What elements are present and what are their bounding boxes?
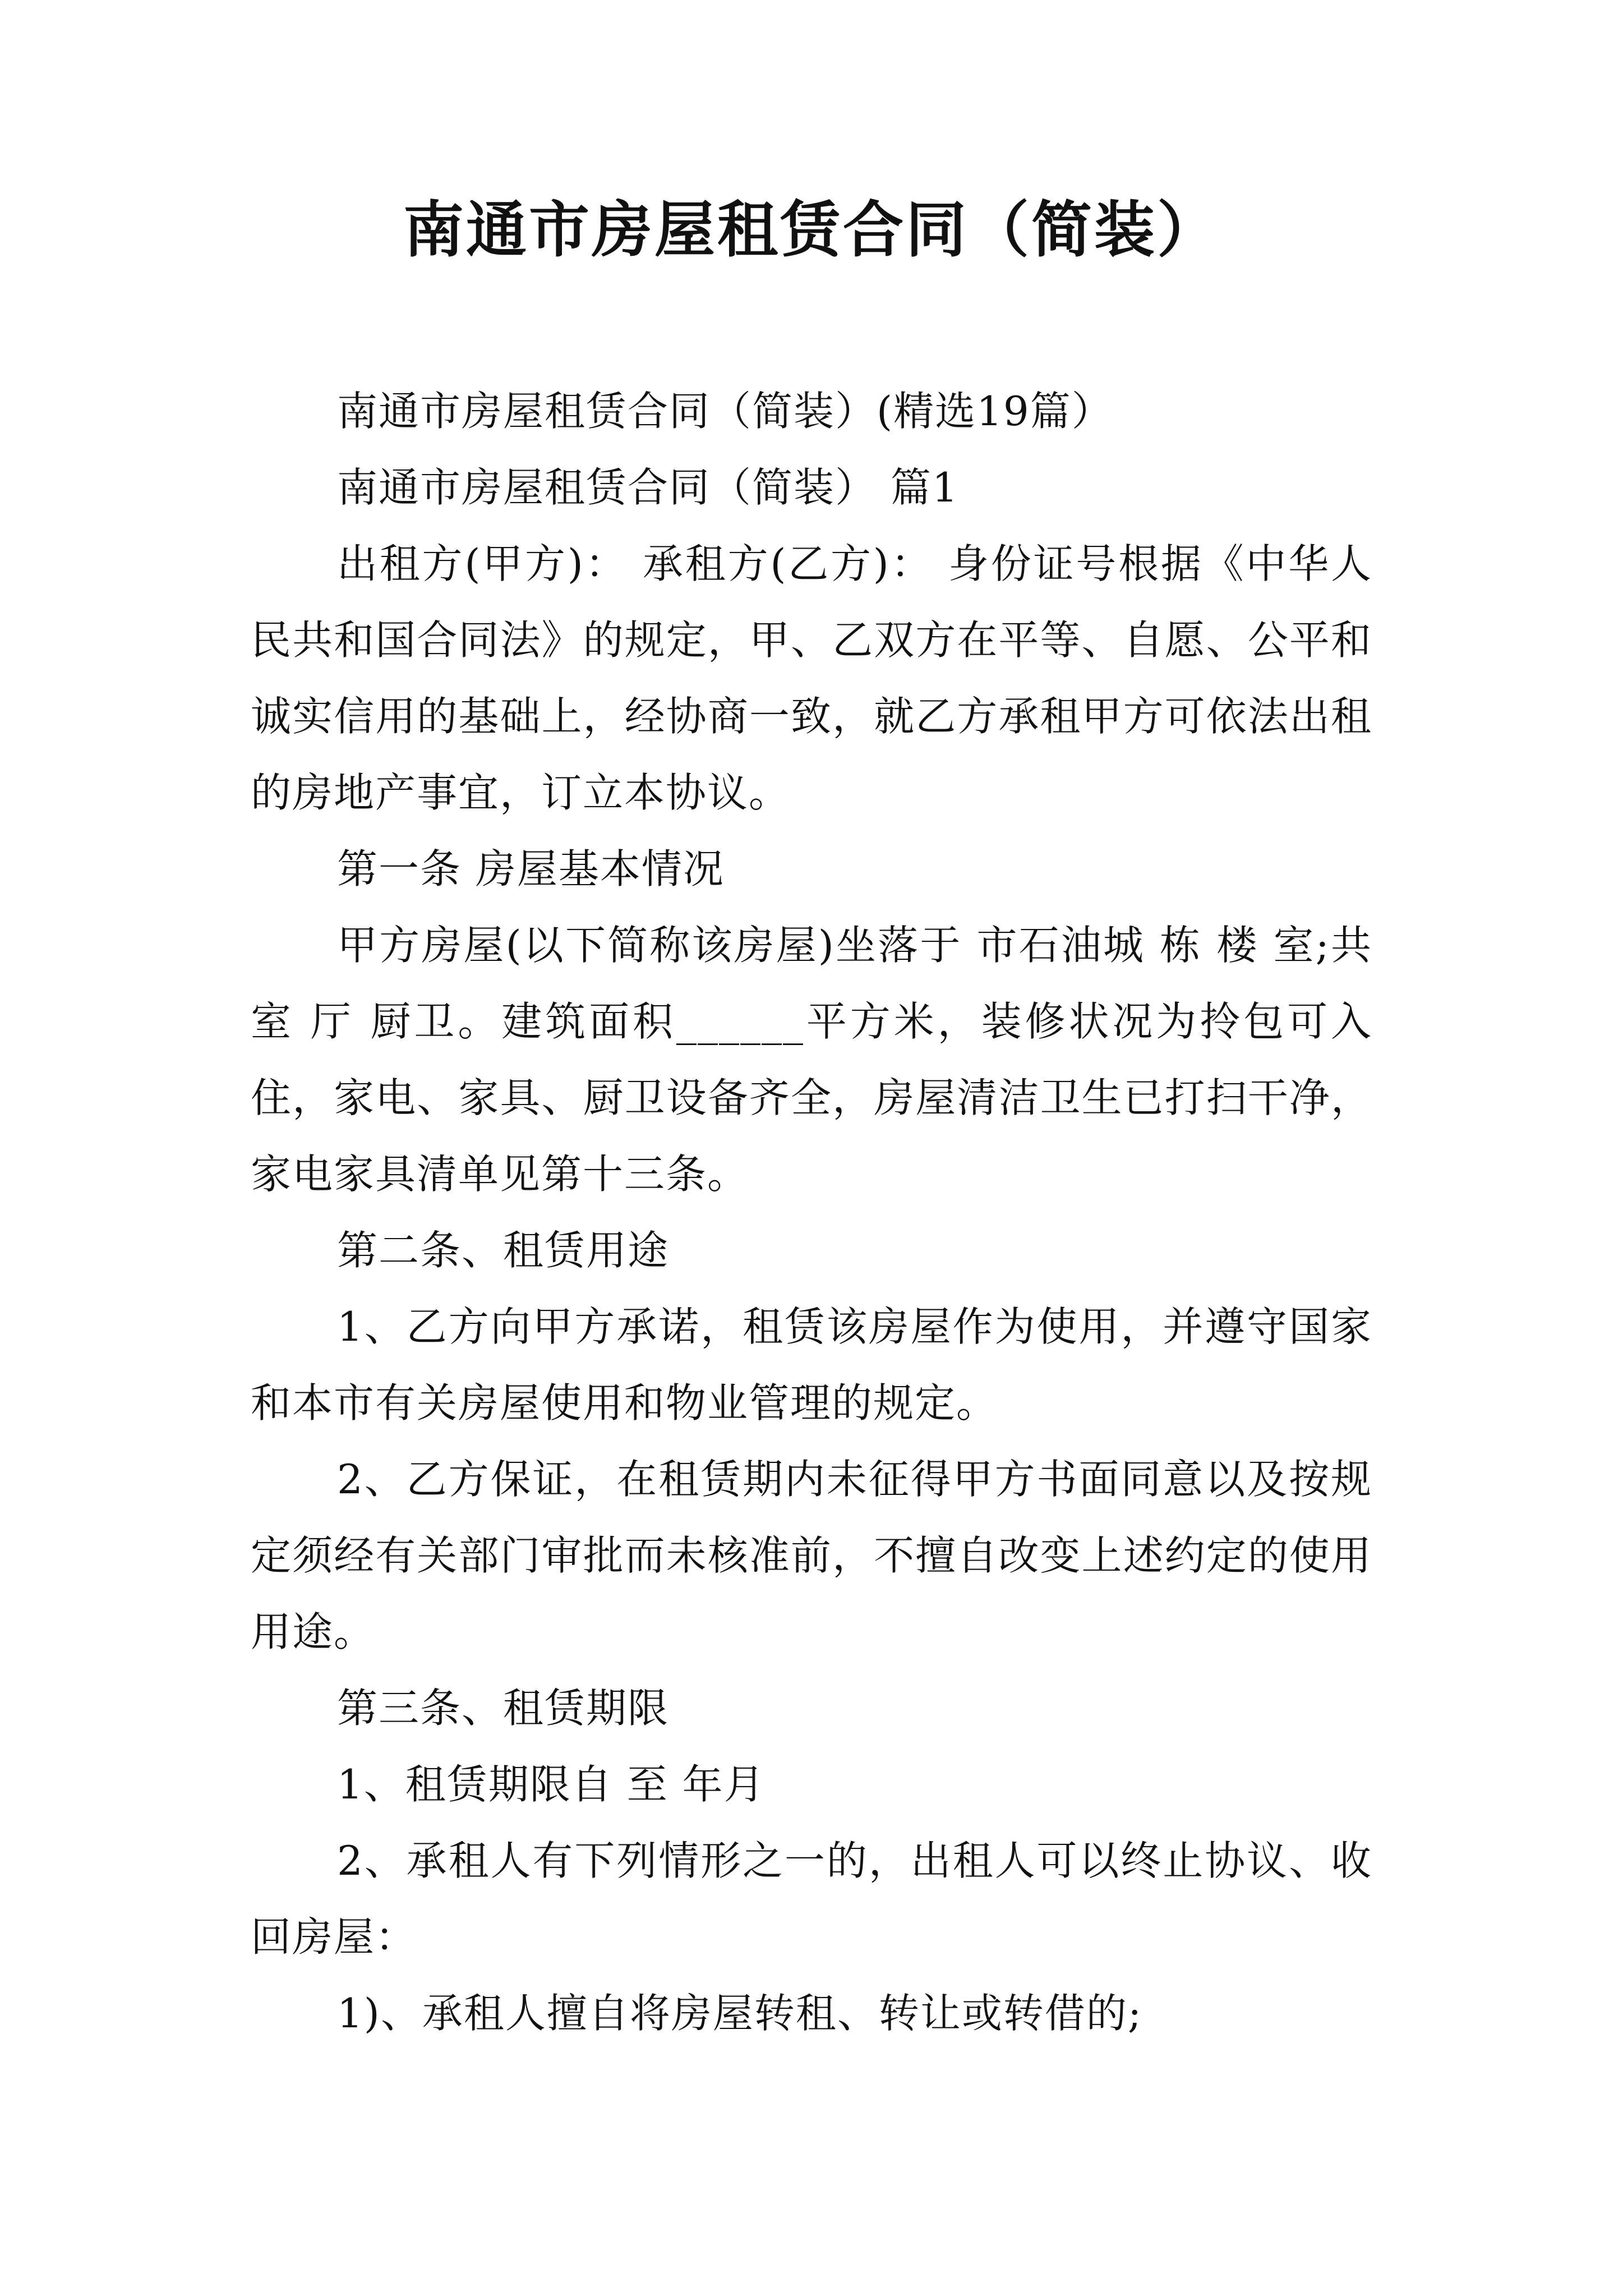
paragraph-article-3-heading: 第三条、租赁期限 [337, 1685, 670, 1732]
paragraph-article-1-body: 甲方房屋(以下简称该房屋)坐落于 市石油城 栋 楼 室;共 室 厅 厨卫。建筑面积______平方米，装修状况为拎包可入住，家电、家具、厨卫设备齐全，房屋清洁卫生已打扫干净，家电家具清单见第十三条。 [251, 922, 1372, 1198]
paragraph-collection-title: 南通市房屋租赁合同（简装）(精选19篇） [337, 388, 1113, 435]
document-title: 南通市房屋租赁合同（简装） [403, 195, 1220, 265]
paragraph-article-2-item-2: 2、乙方保证，在租赁期内未征得甲方书面同意以及按规定须经有关部门审批而未核准前，不擅自改变上述约定的使用用途。 [251, 1456, 1372, 1655]
paragraph-article-3-item-1: 1、租赁期限自 至 年月 [337, 1761, 766, 1808]
paragraph-article-3-item-2: 2、承租人有下列情形之一的，出租人可以终止协议、收回房屋： [251, 1837, 1372, 1961]
paragraph-article-2-item-1: 1、乙方向甲方承诺，租赁该房屋作为使用，并遵守国家和本市有关房屋使用和物业管理的规定。 [251, 1303, 1372, 1427]
paragraph-chapter-heading: 南通市房屋租赁合同（简装） 篇1 [337, 464, 959, 511]
paragraph-article-2-heading: 第二条、租赁用途 [337, 1227, 670, 1274]
document-body [251, 373, 1372, 2051]
paragraph-parties: 出租方(甲方)： 承租方(乙方)： 身份证号根据《中华人民共和国合同法》的规定，甲、乙双方在平等、自愿、公平和诚实信用的基础上，经协商一致，就乙方承租甲方可依法出租的房地产事宜，订立本协议。 [251, 540, 1372, 816]
paragraph-article-1-heading: 第一条 房屋基本情况 [337, 845, 725, 892]
paragraph-article-3-subitem-1: 1)、承租人擅自将房屋转租、转让或转借的; [337, 1990, 1143, 2037]
